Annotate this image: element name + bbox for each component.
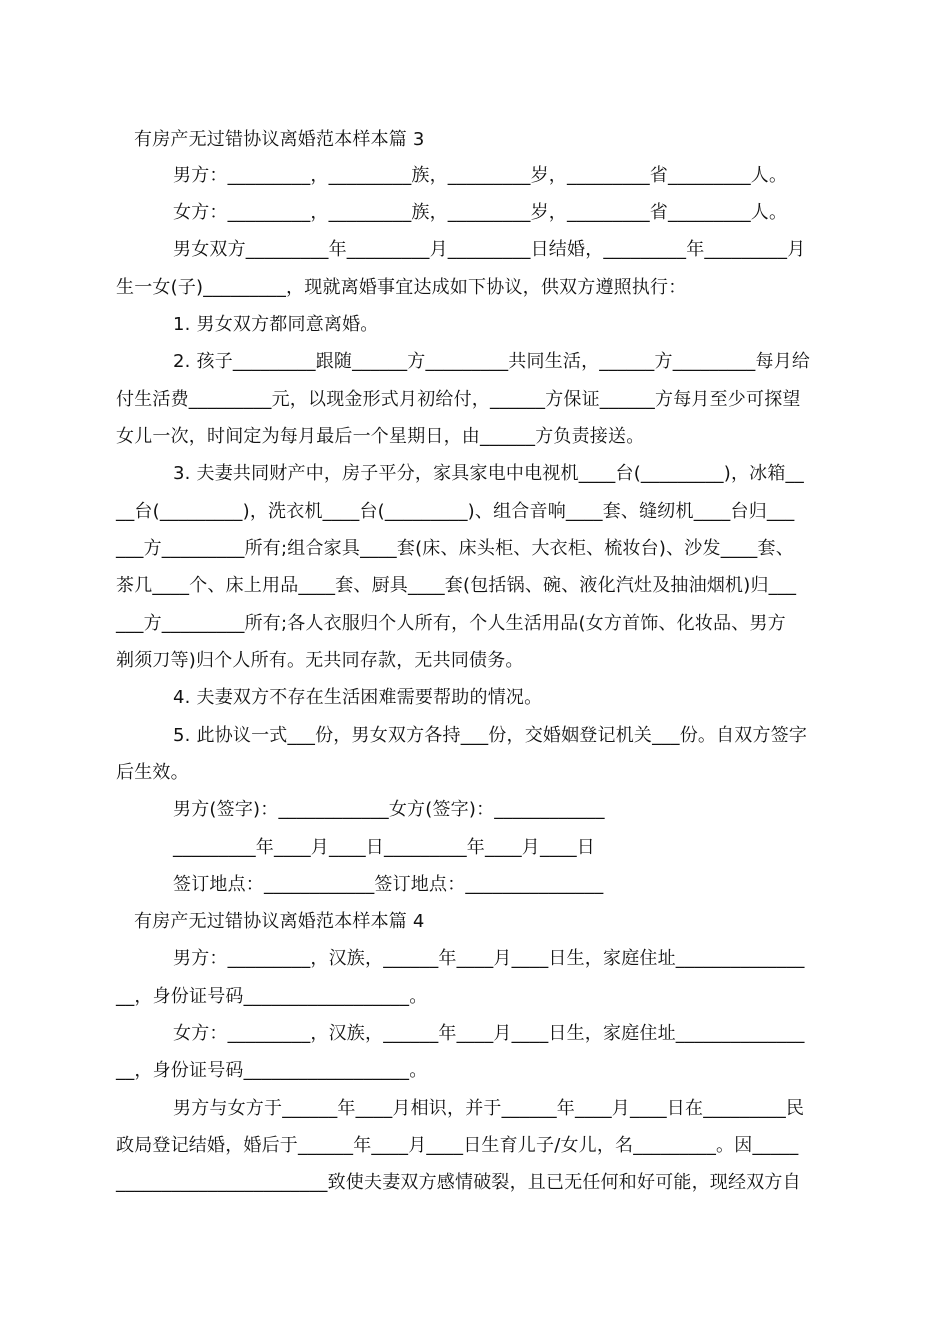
paragraph-line: 生一女(子)_________，现就离婚事宜达成如下协议，供双方遵照执行： xyxy=(116,277,687,298)
location-line: 签订地点：____________签订地点：_______________ xyxy=(173,874,604,895)
paragraph-line: 男方：_________，_________族，_________岁，_________省_________人。 xyxy=(173,165,788,186)
paragraph-line: 女儿一次，时间定为每月最后一个星期日，由______方负责接送。 xyxy=(116,426,645,447)
paragraph-line: 后生效。 xyxy=(116,762,189,783)
date-line: _________年____月____日_________年____月____日 xyxy=(173,837,595,858)
paragraph-line: __，身份证号码__________________。 xyxy=(116,1060,428,1081)
paragraph-line: 4. 夫妻双方不存在生活困难需要帮助的情况。 xyxy=(173,687,543,708)
paragraph-line: 付生活费_________元，以现金形式月初给付，______方保证______方每月至少可探望 xyxy=(116,389,801,410)
paragraph-line: 3. 夫妻共同财产中，房子平分，家具家电中电视机____台(_________)，冰箱__ xyxy=(173,463,804,484)
paragraph-line: 茶几____个、床上用品____套、厨具____套(包括锅、碗、液化汽灶及抽油烟机)归___ xyxy=(116,575,797,596)
paragraph-line: 男女双方_________年_________月_________日结婚，_________年_________月 xyxy=(173,239,806,260)
section4-title: 有房产无过错协议离婚范本样本篇 4 xyxy=(134,911,425,932)
paragraph-line: 政局登记结婚，婚后于______年____月____日生育儿子/女儿，名_________。因_____ xyxy=(116,1135,799,1156)
paragraph-line: 5. 此协议一式___份，男女双方各持___份，交婚姻登记机关___份。自双方签字 xyxy=(173,725,808,746)
paragraph-line: ___方_________所有;各人衣服归个人所有，个人生活用品(女方首饰、化妆品、男方 xyxy=(116,613,786,634)
paragraph-line: 女方：_________，汉族，______年____月____日生，家庭住址______________ xyxy=(173,1023,805,1044)
paragraph-line: 男方：_________，汉族，______年____月____日生，家庭住址______________ xyxy=(173,948,805,969)
paragraph-line: 1. 男女双方都同意离婚。 xyxy=(173,314,379,335)
paragraph-line: 剃须刀等)归个人所有。无共同存款，无共同债务。 xyxy=(116,650,524,671)
paragraph-line: __，身份证号码__________________。 xyxy=(116,986,428,1007)
signature-line: 男方(签字)：____________女方(签字)：____________ xyxy=(173,799,605,820)
paragraph-line: __台(_________)，洗衣机____台(_________)、组合音响____套、缝纫机____台归___ xyxy=(116,501,795,522)
paragraph-line: ___方_________所有;组合家具____套(床、床头柜、大衣柜、梳妆台)、沙发____套、 xyxy=(116,538,794,559)
paragraph-line: 2. 孩子_________跟随______方_________共同生活，______方_________每月给 xyxy=(173,351,811,372)
section3-title: 有房产无过错协议离婚范本样本篇 3 xyxy=(134,129,425,150)
paragraph-line: _______________________致使夫妻双方感情破裂，且已无任何和好可能，现经双方自 xyxy=(116,1172,801,1193)
paragraph-line: 女方：_________，_________族，_________岁，_________省_________人。 xyxy=(173,202,788,223)
paragraph-line: 男方与女方于______年____月相识，并于______年____月____日在_________民 xyxy=(173,1098,805,1119)
